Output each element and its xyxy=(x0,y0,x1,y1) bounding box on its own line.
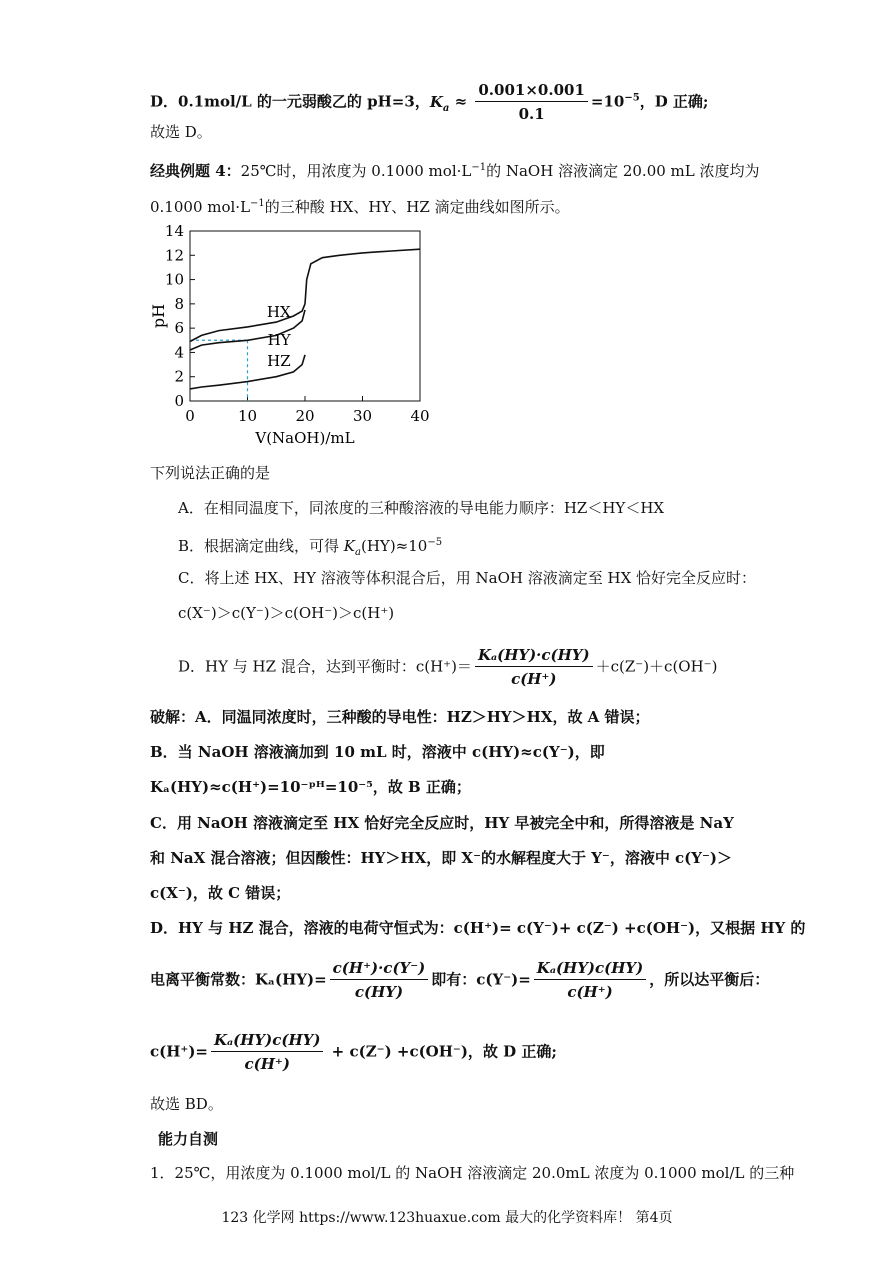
question-stem: 下列说法正确的是 xyxy=(150,464,271,482)
choose-d: 故选 D。 xyxy=(150,123,212,141)
cy-expression-fraction: $\frac{\text{Kₐ(HY)c(HY)}}{c(H^+)}$ xyxy=(534,958,646,1003)
x-tick-label: 10 xyxy=(237,407,258,425)
y-tick-label: 8 xyxy=(174,294,184,313)
y-axis-label: pH xyxy=(149,303,168,329)
option-a: A．在相同温度下，同浓度的三种酸溶液的导电能力顺序：HZ＜HY＜HX xyxy=(178,499,665,517)
ch-expression-fraction: $\frac{\text{Kₐ(HY)c(HY)}}{c(H^+)}$ xyxy=(211,1030,323,1075)
series-label-hx: HX xyxy=(266,303,291,322)
y-tick-label: 0 xyxy=(174,392,184,410)
option-d: D．HY 与 HZ 混合，达到平衡时：c(H⁺)＝ $\frac{\text{Kₐ(HY)·c(HY)}}{c(H^+)}$ ＋c(Z⁻)＋c(OH⁻) xyxy=(178,646,718,688)
series-label-hy: HY xyxy=(267,331,291,350)
solution-d-2: 电离平衡常数：Kₐ(HY)= $\frac{c(H^+)\cdot c(Y^-)}{c(HY)}$ 即有：c(Y⁻)= $\frac{\text{Kₐ(HY)c(HY)}}{c(H^+)}$ ，所以达平衡后： xyxy=(150,959,770,1001)
y-tick-label: 14 xyxy=(164,222,184,240)
solution-c-3: c(X⁻)，故 C 错误； xyxy=(150,884,291,902)
y-tick-label: 4 xyxy=(174,343,184,362)
solution-b-2: Kₐ(HY)≈c(H⁺)=10⁻ᵖᴴ=10⁻⁵，故 B 正确； xyxy=(150,778,471,796)
section-heading: 能力自测 xyxy=(158,1130,219,1148)
solution-c-2: 和 NaX 混合溶液；但因酸性：HY＞HX，即 X⁻的水解程度大于 Y⁻，溶液中 c(Y⁻)＞ xyxy=(150,849,733,867)
y-tick-label: 10 xyxy=(164,270,184,289)
solution-d-1: D．HY 与 HZ 混合，溶液的电荷守恒式为：c(H⁺)= c(Y⁻)+ c(Z⁻) +c(OH⁻)，又根据 HY 的 xyxy=(150,919,806,937)
ka-fraction: $\frac{0.001\times 0.001}{0.1}$ xyxy=(475,80,588,125)
x-tick-label: 20 xyxy=(295,407,315,425)
x-axis-label: V(NaOH)/mL xyxy=(255,429,355,447)
y-tick-label: 6 xyxy=(174,319,184,338)
example-line-1: 经典例题 4：25℃时，用浓度为 0.1000 $mol\cdot L^{-1}$的 NaOH 溶液滴定 20.00 mL 浓度均为 xyxy=(150,162,760,180)
example-line-2: 0.1000 $mol\cdot L^{-1}$的三种酸 HX、HY、HZ 滴定曲线如图所示。 xyxy=(150,198,570,216)
practice-question-1: 1．25℃，用浓度为 0.1000 mol/L 的 NaOH 溶液滴定 20.0mL 浓度为 0.1000 mol/L 的三种 xyxy=(150,1164,795,1182)
ka-expression-fraction: $\frac{c(H^+)\cdot c(Y^-)}{c(HY)}$ xyxy=(330,958,429,1003)
option-c-line1: C．将上述 HX、HY 溶液等体积混合后，用 NaOH 溶液滴定至 HX 恰好完全反应时： xyxy=(178,569,757,587)
x-tick-label: 0 xyxy=(185,407,195,425)
solution-c-1: C．用 NaOH 溶液滴定至 HX 恰好完全反应时，HY 早被完全中和，所得溶液是 NaY xyxy=(150,814,734,832)
solution-a: 破解：A．同温同浓度时，三种酸的导电性：HZ＞HY＞HX，故 A 错误； xyxy=(150,708,650,726)
solution-d-3: c(H⁺)= $\frac{\text{Kₐ(HY)c(HY)}}{c(H^+)}$ + c(Z⁻) +c(OH⁻)，故 D 正确; xyxy=(150,1031,557,1073)
titration-chart xyxy=(140,222,440,452)
x-tick-label: 30 xyxy=(352,407,373,425)
plot-frame xyxy=(190,231,420,401)
series-label-hz: HZ xyxy=(267,351,291,370)
x-tick-label: 40 xyxy=(410,407,430,425)
choose-bd: 故选 BD。 xyxy=(150,1095,223,1113)
series-line-post-equivalence xyxy=(305,249,420,304)
option-d-fraction: $\frac{\text{Kₐ(HY)·c(HY)}}{c(H^+)}$ xyxy=(475,645,593,690)
y-tick-label: 12 xyxy=(164,246,184,265)
solution-b-1: B．当 NaOH 溶液滴加到 10 mL 时，溶液中 c(HY)≈c(Y⁻)，即 xyxy=(150,743,605,761)
page-footer: 123 化学网 https://www.123huaxue.com 最大的化学资料库！ 第4页 xyxy=(221,1210,673,1226)
y-tick-label: 2 xyxy=(174,367,184,386)
prev-option-d: D．0.1mol/L 的一元弱酸乙的 pH=3，$K_a$ ≈ $\frac{0.001\times 0.001}{0.1}$ $=10^{-5}$，D 正确; xyxy=(150,81,709,123)
option-c-line2: c(X⁻)＞c(Y⁻)＞c(OH⁻)＞c(H⁺) xyxy=(178,604,395,622)
option-b: B．根据滴定曲线，可得 $K_a(HY)\approx 10^{-5}$ xyxy=(178,537,443,558)
